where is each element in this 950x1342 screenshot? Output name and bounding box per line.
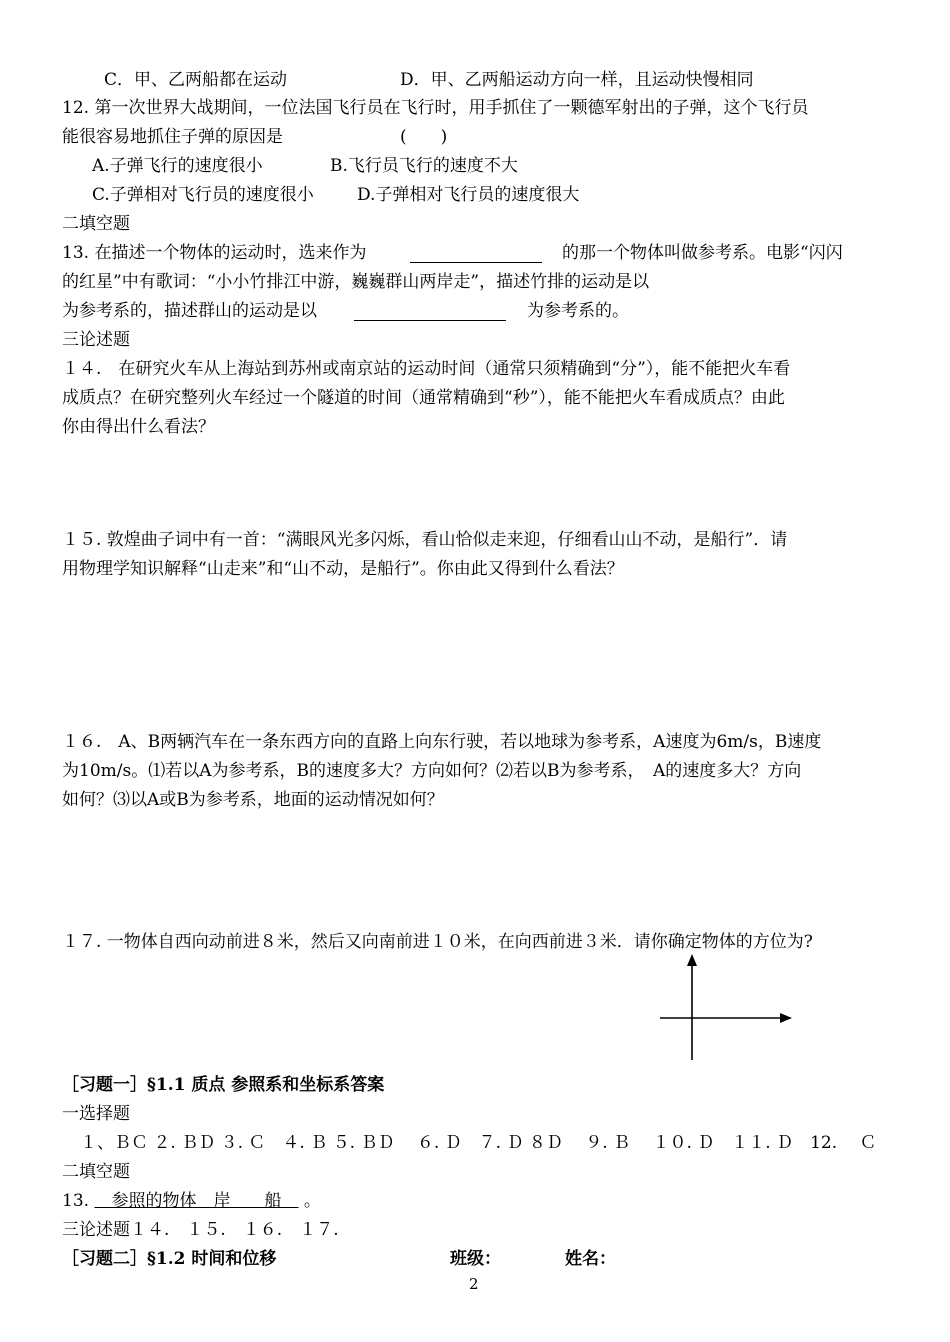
page-number: 2 xyxy=(469,1275,479,1293)
answer-key-title: ［习题一］§1.1 质点 参照系和坐标系答案 xyxy=(62,1075,385,1095)
q16-line2: 为10m/s。⑴若以A为参考系，B的速度多大？方向如何？⑵若以B为参考系， A的速度多大？方向 xyxy=(62,761,802,781)
class-label: 班级： xyxy=(450,1249,501,1269)
q12-option-b: B.飞行员飞行的速度不大 xyxy=(330,156,518,176)
q11-option-c: C．甲、乙两船都在运动 xyxy=(104,70,288,90)
answer-fill-in-suffix: 。 xyxy=(303,1191,321,1211)
q15-line1: １５. 敦煌曲子词中有一首：“满眼风光多闪烁，看山恰似走来迎，仔细看山山不动，是船行”．请 xyxy=(62,530,788,550)
q13-blank-2[interactable] xyxy=(354,302,506,321)
answer-fill-in-value: 参照的物体 岸 船 xyxy=(94,1191,299,1211)
answer-section-choice: 一选择题 xyxy=(62,1104,130,1124)
answer-section-discussion: 三论述题１４. １５. １６. １７. xyxy=(62,1220,339,1240)
q12-option-d: D.子弹相对飞行员的速度很大 xyxy=(357,185,580,205)
q13-line1-start: 13. 在描述一个物体的运动时，选来作为 xyxy=(62,243,367,263)
coordinate-axes-diagram xyxy=(650,950,800,1066)
q12-stem-line1: 12. 第一次世界大战期间，一位法国飞行员在飞行时，用手抓住了一颗德军射出的子弹，这个飞行员 xyxy=(62,98,809,118)
q11-option-d: D．甲、乙两船运动方向一样，且运动快慢相同 xyxy=(400,70,754,90)
answer-fill-in-row xyxy=(62,1189,321,1213)
q14-line1: １４. 在研究火车从上海站到苏州或南京站的运动时间（通常只须精确到“分”），能不能把火车看 xyxy=(62,359,791,379)
name-label: 姓名： xyxy=(565,1249,616,1269)
q12-option-a: A.子弹飞行的速度很小 xyxy=(92,156,263,176)
next-exercise-title: ［习题二］§1.2 时间和位移 xyxy=(62,1249,277,1269)
east-arrow-icon xyxy=(780,1013,792,1023)
q15-line2: 用物理学知识解释“山走来”和“山不动，是船行”。你由此又得到什么看法？ xyxy=(62,559,624,579)
north-arrow-icon xyxy=(687,954,697,966)
q14-line3: 你由得出什么看法？ xyxy=(62,417,215,437)
answer-choice-list: １、ＢＣ ２. ＢＤ ３. Ｃ ４. Ｂ ５. ＢＤ ６. Ｄ ７. Ｄ ８Ｄ ９. Ｂ １０. Ｄ １１. Ｄ 12. Ｃ xyxy=(80,1133,877,1153)
q17-line1: １７. 一物体自西向动前进８米，然后又向南前进１０米，在向西前进３米．请你确定物体的方位为? xyxy=(62,932,813,952)
q13-line3-end: 为参考系的。 xyxy=(527,301,629,321)
q14-line2: 成质点？在研究整列火车经过一个隧道的时间（通常精确到“秒”），能不能把火车看成质点？由此 xyxy=(62,388,785,408)
q13-line1-end: 的那一个物体叫做参考系。电影“闪闪 xyxy=(562,243,843,263)
q13-line2: 的红星”中有歌词：“小小竹排江中游，巍巍群山两岸走”，描述竹排的运动是以 xyxy=(62,272,650,292)
q12-answer-paren: ( ) xyxy=(400,127,448,147)
q13-blank-1[interactable] xyxy=(410,244,542,263)
q12-option-c: C.子弹相对飞行员的速度很小 xyxy=(92,185,314,205)
section-title-fill-in: 二填空题 xyxy=(62,214,130,234)
q16-line3: 如何？⑶以A或B为参考系，地面的运动情况如何？ xyxy=(62,790,444,810)
q12-stem-line2: 能很容易地抓住子弹的原因是 xyxy=(62,127,283,147)
answer-fill-in-number: 13. xyxy=(62,1191,90,1211)
answer-section-fill-in: 二填空题 xyxy=(62,1162,130,1182)
q16-line1: １６. A、B两辆汽车在一条东西方向的直路上向东行驶，若以地球为参考系，A速度为6m/s，B速度 xyxy=(62,732,822,752)
q13-line3-start: 为参考系的，描述群山的运动是以 xyxy=(62,301,317,321)
section-title-discussion: 三论述题 xyxy=(62,330,130,350)
